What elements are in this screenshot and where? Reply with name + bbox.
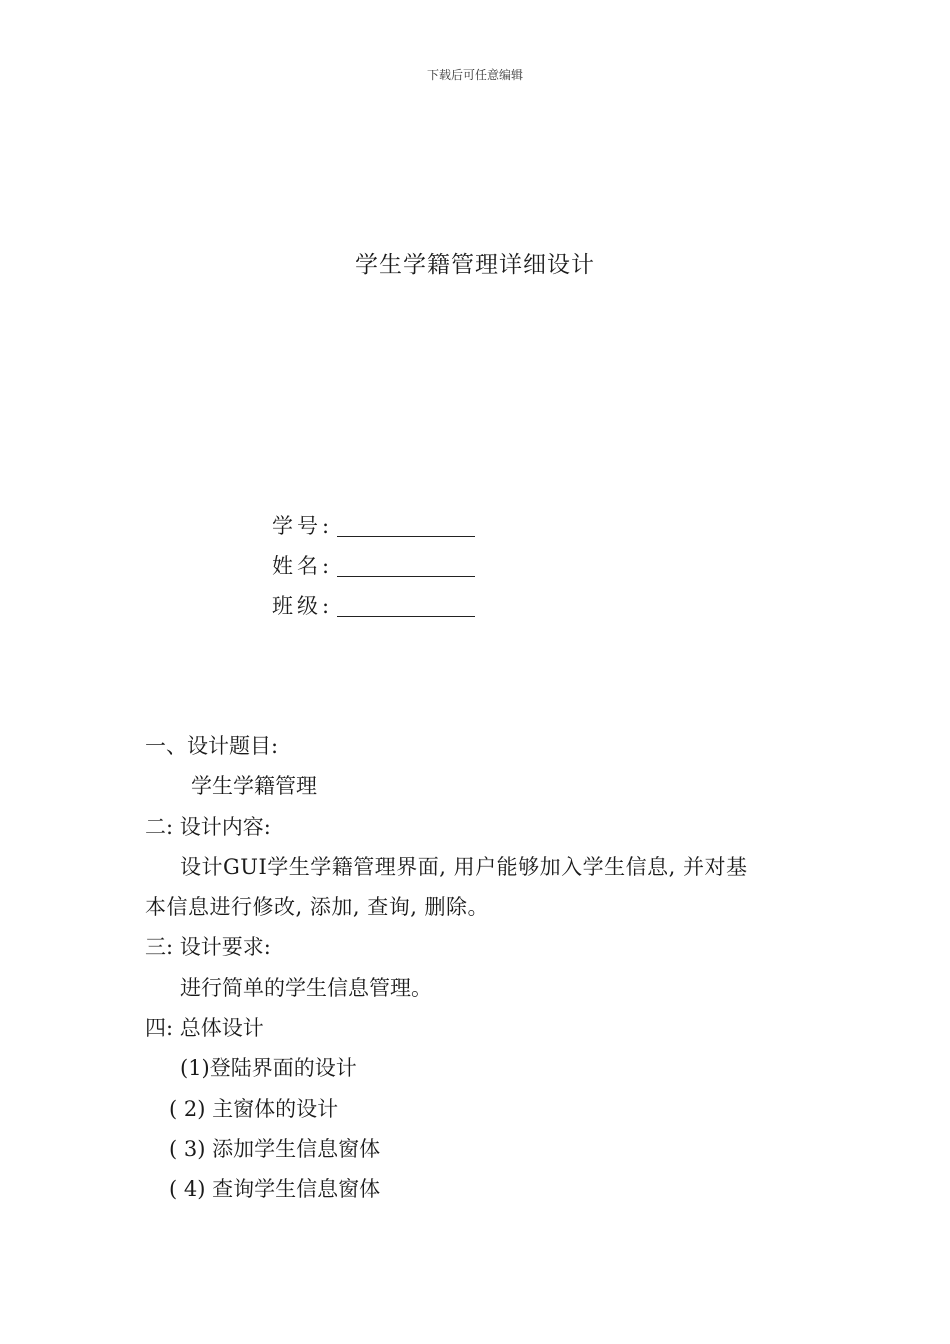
section-2-body-line-2: 本信息进行修改, 添加, 查询, 删除。 xyxy=(145,895,490,920)
section-4-item: (1)登陆界面的设计 xyxy=(180,1056,357,1081)
document-title: 学生学籍管理详细设计 xyxy=(355,252,595,278)
document-body xyxy=(145,730,825,1214)
section-2-heading: 二: 设计内容: xyxy=(145,814,271,839)
class-label: 班级: xyxy=(272,594,334,618)
name-blank xyxy=(337,554,475,577)
class-blank xyxy=(337,594,475,617)
info-row-student-id xyxy=(272,510,475,550)
section-4-item: ( 4) 查询学生信息窗体 xyxy=(169,1177,381,1202)
student-info-block xyxy=(272,510,475,630)
student-id-blank xyxy=(337,514,475,537)
section-3-heading: 三: 设计要求: xyxy=(145,935,271,960)
section-1-body: 学生学籍管理 xyxy=(191,774,317,799)
name-label: 姓名: xyxy=(272,554,334,578)
page-header-note: 下载后可任意编辑 xyxy=(426,68,523,82)
section-4-heading: 四: 总体设计 xyxy=(145,1016,264,1041)
section-2-body-line-1: 设计GUI学生学籍管理界面, 用户能够加入学生信息, 并对基 xyxy=(180,854,748,879)
section-4-item: ( 2) 主窗体的设计 xyxy=(169,1096,339,1121)
info-row-class xyxy=(272,590,475,630)
section-1-heading: 一、设计题目: xyxy=(145,734,279,758)
student-id-label: 学号: xyxy=(272,514,334,538)
section-4-item: ( 3) 添加学生信息窗体 xyxy=(169,1136,381,1161)
section-3-body: 进行简单的学生信息管理。 xyxy=(180,975,432,1000)
info-row-name xyxy=(272,550,475,590)
